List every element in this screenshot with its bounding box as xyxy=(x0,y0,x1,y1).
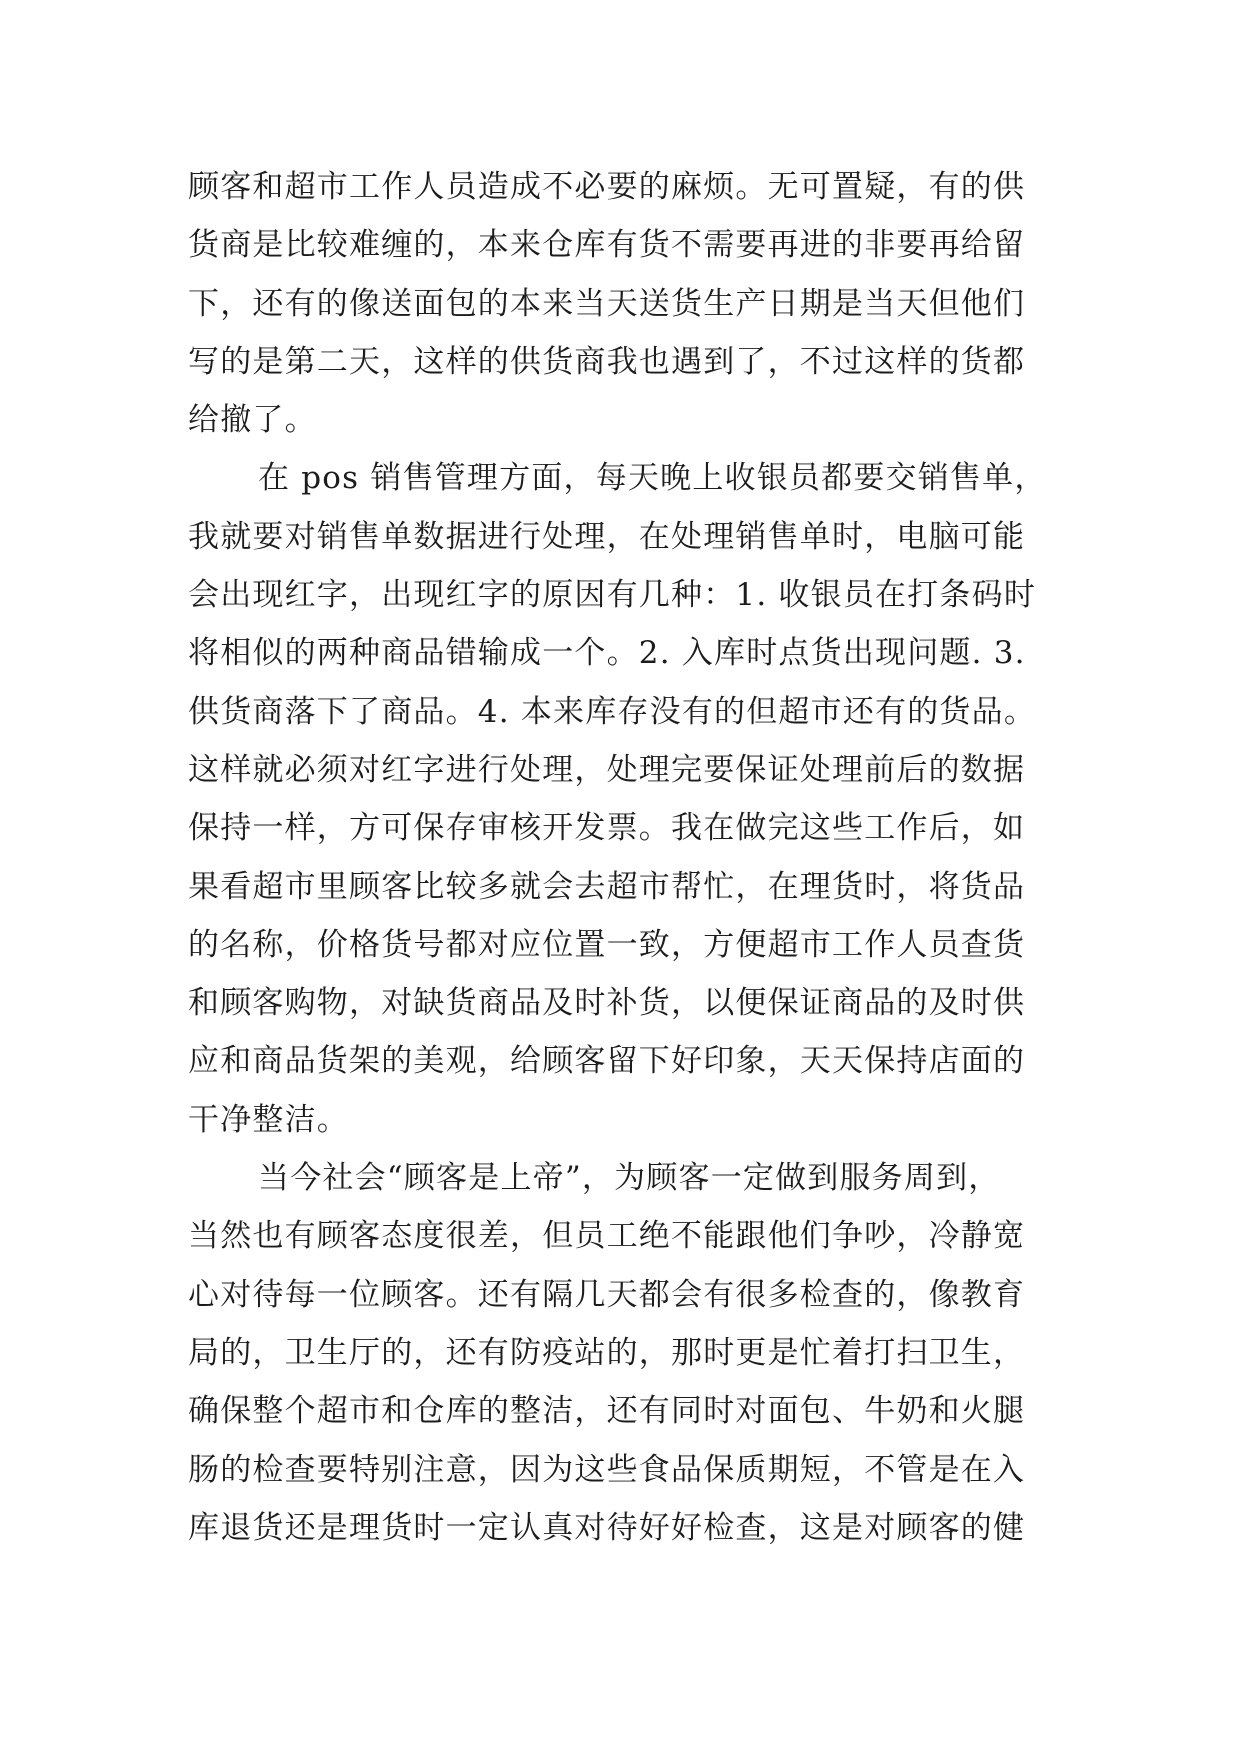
text-line: 应和商品货架的美观，给顾客留下好印象，天天保持店面的 xyxy=(188,1043,1026,1080)
text-line: 心对待每一位顾客。还有隔几天都会有很多检查的，像教育 xyxy=(188,1276,1026,1313)
text-line: 货商是比较难缠的，本来仓库有货不需要再进的非要再给留 xyxy=(188,227,1026,264)
text-line: 我就要对销售单数据进行处理，在处理销售单时，电脑可能 xyxy=(188,518,1026,555)
text-line: 下，还有的像送面包的本来当天送货生产日期是当天但他们 xyxy=(188,285,1026,322)
text-line: 当然也有顾客态度很差，但员工绝不能跟他们争吵，冷静宽 xyxy=(188,1218,1026,1255)
text-line: 会出现红字，出现红字的原因有几种：1. 收银员在打条码时 xyxy=(188,577,1037,614)
text-line: 肠的检查要特别注意，因为这些食品保质期短，不管是在入 xyxy=(188,1451,1026,1488)
text-line: 的名称，价格货号都对应位置一致，方便超市工作人员查货 xyxy=(188,926,1026,963)
text-line: 当今社会“顾客是上帝”，为顾客一定做到服务周到， xyxy=(258,1160,1001,1197)
text-line: 顾客和超市工作人员造成不必要的麻烦。无可置疑，有的供 xyxy=(188,169,1026,205)
text-line: 局的，卫生厅的，还有防疫站的，那时更是忙着打扫卫生， xyxy=(188,1334,1026,1371)
text-line: 保持一样，方可保存审核开发票。我在做完这些工作后，如 xyxy=(188,810,1026,847)
text-line: 在 pos 销售管理方面，每天晚上收银员都要交销售单， xyxy=(258,460,1047,497)
text-line: 供货商落下了商品。4. 本来库存没有的但超市还有的货品。 xyxy=(188,693,1037,730)
text-line: 给撤了。 xyxy=(188,402,317,439)
body-text xyxy=(188,158,1068,1557)
text-line: 将相似的两种商品错输成一个。2. 入库时点货出现问题. 3. xyxy=(188,635,1026,672)
text-line: 果看超市里顾客比较多就会去超市帮忙，在理货时，将货品 xyxy=(188,868,1026,905)
text-line: 写的是第二天，这样的供货商我也遇到了，不过这样的货都 xyxy=(188,343,1026,380)
text-line: 和顾客购物，对缺货商品及时补货，以便保证商品的及时供 xyxy=(188,985,1026,1022)
text-line: 确保整个超市和仓库的整洁，还有同时对面包、牛奶和火腿 xyxy=(188,1393,1026,1430)
text-line: 库退货还是理货时一定认真对待好好检查，这是对顾客的健 xyxy=(188,1509,1026,1546)
text-line: 干净整洁。 xyxy=(188,1101,349,1138)
text-line: 这样就必须对红字进行处理，处理完要保证处理前后的数据 xyxy=(188,751,1026,788)
